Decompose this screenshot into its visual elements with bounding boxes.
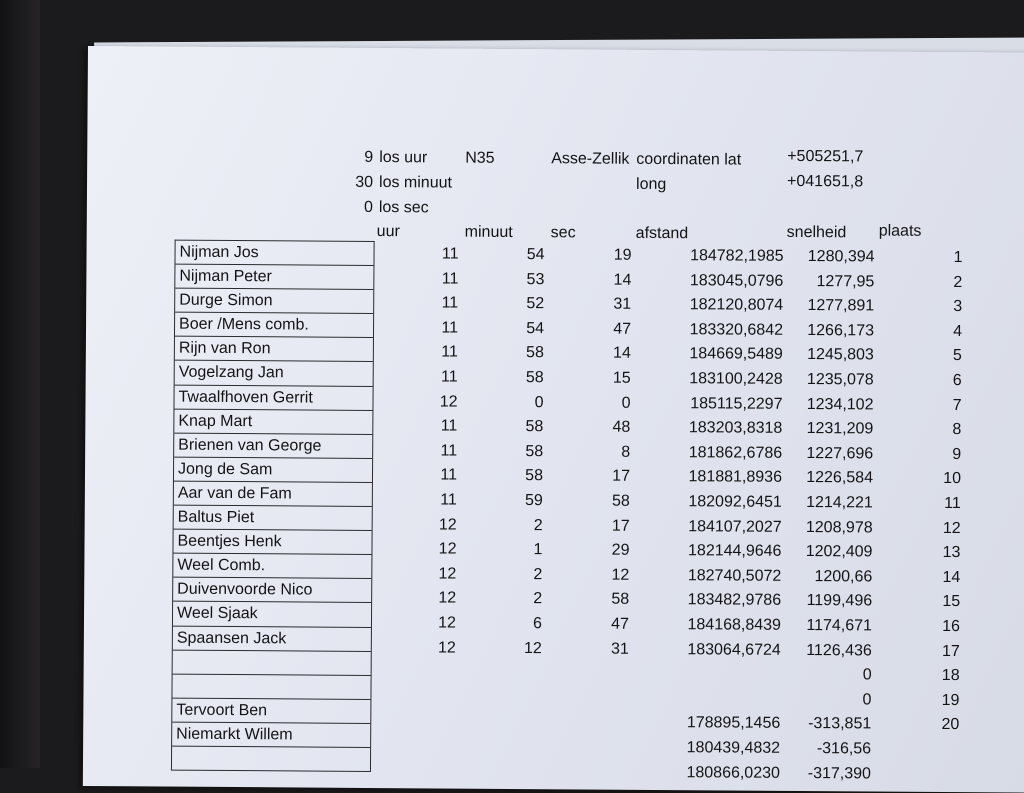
- cell-minuut: 1: [464, 538, 542, 563]
- cell-minuut: 2: [465, 513, 543, 538]
- cell-plaats: 18: [904, 664, 960, 688]
- cell-uur: 11: [385, 488, 457, 513]
- cell-uur: 11: [386, 291, 458, 316]
- cell-sec: [554, 686, 629, 687]
- cell-afstand: 178895,1456: [638, 711, 780, 736]
- table-row-name: Duivenvoorde Nico: [173, 578, 371, 603]
- cell-uur: 11: [386, 365, 458, 390]
- cell-sec: 0: [555, 391, 630, 416]
- cell-minuut: 52: [466, 292, 544, 317]
- cell-minuut: [464, 685, 542, 686]
- cell-minuut: [463, 759, 541, 760]
- cell-uur: 11: [385, 414, 457, 439]
- cell-snelheid: 0: [783, 688, 871, 713]
- cell-uur: 11: [385, 439, 457, 464]
- table-row-name: Niemarkt Willem: [172, 722, 370, 747]
- cell-afstand: 180439,4832: [638, 736, 780, 761]
- cell-snelheid: 1231,209: [785, 417, 873, 442]
- cell-uur: 11: [386, 242, 458, 267]
- cell-plaats: 8: [905, 418, 961, 442]
- cell-minuut: 58: [465, 464, 543, 489]
- col-header-plaats: plaats: [879, 222, 922, 242]
- cell-plaats: 12: [905, 516, 961, 540]
- cell-afstand: [639, 662, 781, 663]
- col-header-minuut: minuut: [465, 223, 513, 243]
- cell-afstand: 183045,0796: [641, 268, 783, 293]
- cell-sec: [553, 735, 628, 736]
- table-row-name: Weel Comb.: [173, 554, 371, 579]
- cell-sec: [553, 711, 628, 712]
- cell-minuut: 0: [465, 390, 543, 415]
- table-row-name: Spaansen Jack: [173, 626, 371, 651]
- table-row-name: Twaalfhoven Gerrit: [174, 385, 372, 410]
- cell-minuut: 54: [466, 316, 544, 341]
- cell-uur: [384, 685, 456, 686]
- cell-snelheid: -313,851: [783, 712, 871, 737]
- cell-sec: 17: [555, 465, 630, 490]
- coord-lat-label: coordinaten lat: [636, 150, 741, 171]
- cell-snelheid: 1174,671: [784, 614, 872, 639]
- cell-snelheid: 1214,221: [785, 491, 873, 516]
- cell-afstand: 182120,8074: [641, 293, 783, 318]
- cell-snelheid: 1277,891: [786, 294, 874, 319]
- cell-sec: 47: [554, 612, 629, 637]
- cell-plaats: 16: [904, 615, 960, 639]
- printed-sheet: [83, 46, 1024, 793]
- cell-afstand: 184107,2027: [640, 514, 782, 539]
- cell-minuut: 58: [465, 439, 543, 464]
- race-code: N35: [465, 149, 494, 169]
- cell-afstand: 182740,5072: [639, 564, 781, 589]
- cell-minuut: 6: [464, 612, 542, 637]
- cell-afstand: 184669,5489: [641, 342, 783, 367]
- cell-afstand: 183203,8318: [640, 416, 782, 441]
- table-row-name: Beentjes Henk: [173, 530, 371, 555]
- cell-plaats: 5: [906, 344, 962, 368]
- coord-lat-value: +505251,7: [787, 147, 863, 168]
- cell-uur: 12: [384, 537, 456, 562]
- cell-snelheid: 1280,394: [786, 245, 874, 270]
- cell-afstand: 180866,0230: [638, 760, 780, 785]
- cell-minuut: 12: [464, 636, 542, 661]
- cell-afstand: 183320,6842: [641, 318, 783, 343]
- cell-uur: 12: [384, 586, 456, 611]
- table-row-name: Boer /Mens comb.: [175, 313, 373, 338]
- cell-afstand: 185115,2297: [640, 391, 782, 416]
- table-row-name: Nijman Jos: [175, 241, 373, 266]
- cell-uur: 11: [386, 316, 458, 341]
- table-row-name: Tervoort Ben: [172, 698, 370, 723]
- cell-afstand: 181862,6786: [640, 441, 782, 466]
- cell-snelheid: -316,56: [783, 737, 871, 762]
- table-row-name: Brienen van George: [174, 433, 372, 458]
- table-row-name: Jong de Sam: [174, 457, 372, 482]
- los-minuut-label: los minuut: [379, 173, 452, 194]
- cell-sec: 14: [556, 268, 631, 293]
- cell-plaats: 1: [906, 246, 962, 270]
- table-row-name: Weel Sjaak: [173, 602, 371, 627]
- los-uur-label: los uur: [379, 148, 427, 168]
- cell-minuut: 58: [466, 341, 544, 366]
- race-place: Asse-Zellik: [551, 149, 629, 170]
- cell-minuut: [464, 661, 542, 662]
- cell-plaats: 9: [905, 443, 961, 467]
- los-minuut-value: 30: [327, 173, 373, 193]
- cell-snelheid: 1208,978: [785, 515, 873, 540]
- cell-afstand: 184168,8439: [639, 613, 781, 638]
- cell-afstand: 184782,1985: [641, 244, 783, 269]
- cell-plaats: 14: [904, 566, 960, 590]
- cell-sec: 58: [555, 489, 630, 514]
- cell-afstand: 182092,6451: [640, 490, 782, 515]
- cell-minuut: [463, 710, 541, 711]
- cell-sec: 31: [554, 637, 629, 662]
- cell-plaats: 3: [906, 295, 962, 319]
- cell-plaats: 11: [905, 492, 961, 516]
- cell-sec: 12: [554, 563, 629, 588]
- cell-snelheid: 1200,66: [784, 565, 872, 590]
- cell-afstand: 183064,6724: [639, 637, 781, 662]
- los-uur-value: 9: [327, 148, 373, 168]
- coord-long-value: +041651,8: [787, 172, 863, 193]
- cell-snelheid: 1235,078: [786, 368, 874, 393]
- los-sec-label: los sec: [379, 198, 429, 218]
- cell-plaats: 6: [906, 369, 962, 393]
- cell-snelheid: 1202,409: [784, 540, 872, 565]
- cell-afstand: 182144,9646: [639, 539, 781, 564]
- cell-sec: 15: [556, 366, 631, 391]
- cell-afstand: 183482,9786: [639, 588, 781, 613]
- cell-afstand: 181881,8936: [640, 465, 782, 490]
- table-row: [83, 757, 983, 787]
- cell-plaats: 13: [904, 541, 960, 565]
- col-header-afstand: afstand: [636, 224, 689, 244]
- cell-snelheid: 1277,95: [786, 269, 874, 294]
- table-row-name: Rijn van Ron: [175, 337, 373, 362]
- cell-sec: 47: [556, 317, 631, 342]
- cell-sec: 58: [554, 588, 629, 613]
- table-row-name: Aar van de Fam: [174, 482, 372, 507]
- col-header-sec: sec: [551, 223, 576, 243]
- cell-uur: 12: [384, 636, 456, 661]
- coord-long-label: long: [636, 175, 666, 195]
- cell-uur: 12: [385, 390, 457, 415]
- cell-plaats: 15: [904, 590, 960, 614]
- cell-plaats: 19: [903, 689, 959, 713]
- cell-plaats: 2: [906, 270, 962, 294]
- cell-snelheid: 1199,496: [784, 589, 872, 614]
- cell-sec: 31: [556, 292, 631, 317]
- cell-plaats: 20: [903, 713, 959, 737]
- cell-sec: 17: [555, 514, 630, 539]
- cell-uur: 11: [386, 267, 458, 292]
- cell-minuut: 2: [464, 587, 542, 612]
- cell-sec: 19: [556, 243, 631, 268]
- cell-uur: 11: [386, 340, 458, 365]
- los-sec-value: 0: [327, 198, 373, 218]
- col-header-snelheid: snelheid: [787, 223, 847, 243]
- cell-sec: [553, 760, 628, 761]
- cell-snelheid: 1126,436: [784, 638, 872, 663]
- cell-plaats: 4: [906, 320, 962, 344]
- cell-snelheid: 1266,173: [786, 319, 874, 344]
- desk-background: [0, 0, 40, 768]
- cell-uur: [383, 734, 455, 735]
- cell-plaats: 17: [904, 639, 960, 663]
- table-row-name: Baltus Piet: [174, 506, 372, 531]
- cell-minuut: 58: [465, 415, 543, 440]
- cell-minuut: 58: [466, 366, 544, 391]
- cell-snelheid: 1245,803: [786, 343, 874, 368]
- table-row-name: Durge Simon: [175, 289, 373, 314]
- table-row-name: Nijman Peter: [175, 265, 373, 290]
- cell-afstand: 183100,2428: [641, 367, 783, 392]
- table-row-name: Knap Mart: [174, 409, 372, 434]
- cell-plaats: 7: [905, 393, 961, 417]
- cell-sec: 29: [554, 538, 629, 563]
- cell-sec: [554, 661, 629, 662]
- cell-uur: [383, 759, 455, 760]
- col-header-uur: uur: [377, 222, 400, 242]
- cell-snelheid: -317,390: [783, 761, 871, 786]
- cell-uur: 11: [385, 463, 457, 488]
- cell-minuut: [463, 735, 541, 736]
- cell-afstand: [639, 687, 781, 688]
- cell-minuut: 59: [465, 489, 543, 514]
- cell-minuut: 54: [466, 243, 544, 268]
- cell-snelheid: 1226,584: [785, 466, 873, 491]
- cell-uur: 12: [384, 611, 456, 636]
- cell-minuut: 53: [466, 267, 544, 292]
- cell-minuut: 2: [464, 562, 542, 587]
- cell-uur: 12: [385, 513, 457, 538]
- cell-sec: 8: [555, 440, 630, 465]
- cell-uur: 12: [384, 562, 456, 587]
- cell-sec: 48: [555, 415, 630, 440]
- table-row-name: Vogelzang Jan: [175, 361, 373, 386]
- cell-uur: [383, 709, 455, 710]
- cell-uur: [384, 660, 456, 661]
- cell-plaats: 10: [905, 467, 961, 491]
- cell-snelheid: 0: [784, 663, 872, 688]
- cell-snelheid: 1234,102: [785, 392, 873, 417]
- cell-snelheid: 1227,696: [785, 442, 873, 467]
- cell-sec: 14: [556, 342, 631, 367]
